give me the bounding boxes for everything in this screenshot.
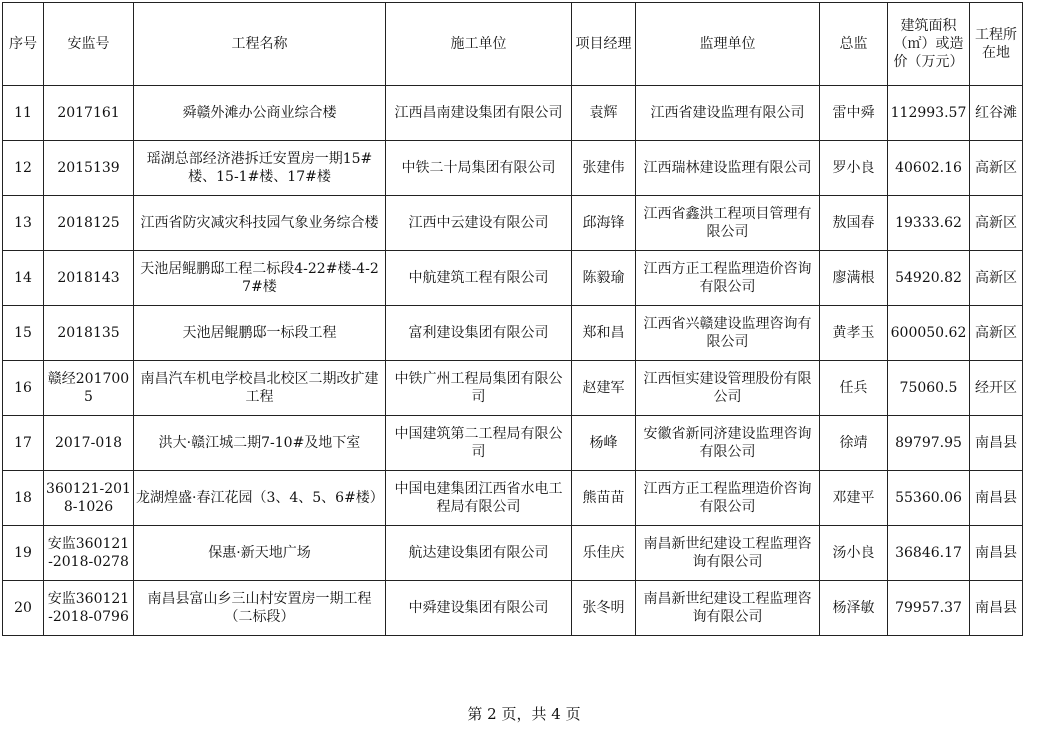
cell-contractor: 中铁二十局集团有限公司 bbox=[386, 141, 572, 196]
col-header-chief-supervisor: 总监 bbox=[820, 3, 888, 86]
table-row bbox=[3, 251, 1023, 306]
cell-location: 经开区 bbox=[970, 361, 1023, 416]
cell-location: 南昌县 bbox=[970, 526, 1023, 581]
cell-contractor: 中铁广州工程局集团有限公司 bbox=[386, 361, 572, 416]
cell-location: 高新区 bbox=[970, 306, 1023, 361]
cell-area: 40602.16 bbox=[888, 141, 970, 196]
cell-project-name: 南昌县富山乡三山村安置房一期工程（二标段） bbox=[134, 581, 386, 636]
cell-seq: 20 bbox=[3, 581, 44, 636]
col-header-manager: 项目经理 bbox=[572, 3, 636, 86]
cell-location: 高新区 bbox=[970, 251, 1023, 306]
cell-chief-supervisor: 廖满根 bbox=[820, 251, 888, 306]
cell-manager: 熊苗苗 bbox=[572, 471, 636, 526]
projects-table bbox=[2, 2, 1023, 636]
cell-seq: 16 bbox=[3, 361, 44, 416]
cell-safety-no: 2018135 bbox=[44, 306, 134, 361]
cell-project-name: 龙湖煌盛·春江花园（3、4、5、6#楼） bbox=[134, 471, 386, 526]
cell-supervisor-unit: 江西方正工程监理造价咨询有限公司 bbox=[636, 471, 820, 526]
cell-safety-no: 2017161 bbox=[44, 86, 134, 141]
cell-area: 54920.82 bbox=[888, 251, 970, 306]
cell-chief-supervisor: 黄孝玉 bbox=[820, 306, 888, 361]
cell-project-name: 洪大·赣江城二期7-10#及地下室 bbox=[134, 416, 386, 471]
cell-contractor: 中舜建设集团有限公司 bbox=[386, 581, 572, 636]
cell-safety-no: 2018125 bbox=[44, 196, 134, 251]
cell-chief-supervisor: 徐靖 bbox=[820, 416, 888, 471]
page-number: 第 2 页，共 4 页 bbox=[467, 705, 581, 723]
cell-area: 600050.62 bbox=[888, 306, 970, 361]
cell-supervisor-unit: 江西恒实建设管理股份有限公司 bbox=[636, 361, 820, 416]
cell-supervisor-unit: 江西省鑫洪工程项目管理有限公司 bbox=[636, 196, 820, 251]
cell-safety-no: 2017-018 bbox=[44, 416, 134, 471]
table-row bbox=[3, 526, 1023, 581]
table-row bbox=[3, 196, 1023, 251]
cell-supervisor-unit: 南昌新世纪建设工程监理咨询有限公司 bbox=[636, 581, 820, 636]
cell-seq: 12 bbox=[3, 141, 44, 196]
cell-manager: 杨峰 bbox=[572, 416, 636, 471]
table-row bbox=[3, 581, 1023, 636]
col-header-project-name: 工程名称 bbox=[134, 3, 386, 86]
cell-seq: 14 bbox=[3, 251, 44, 306]
col-header-contractor: 施工单位 bbox=[386, 3, 572, 86]
cell-supervisor-unit: 安徽省新同济建设监理咨询有限公司 bbox=[636, 416, 820, 471]
cell-manager: 陈毅瑜 bbox=[572, 251, 636, 306]
cell-manager: 郑和昌 bbox=[572, 306, 636, 361]
cell-manager: 邱海锋 bbox=[572, 196, 636, 251]
cell-chief-supervisor: 任兵 bbox=[820, 361, 888, 416]
col-header-safety-no: 安监号 bbox=[44, 3, 134, 86]
cell-supervisor-unit: 江西方正工程监理造价咨询有限公司 bbox=[636, 251, 820, 306]
cell-location: 南昌县 bbox=[970, 471, 1023, 526]
cell-project-name: 瑶湖总部经济港拆迁安置房一期15#楼、15-1#楼、17#楼 bbox=[134, 141, 386, 196]
table-row bbox=[3, 416, 1023, 471]
cell-contractor: 航达建设集团有限公司 bbox=[386, 526, 572, 581]
cell-project-name: 舜赣外滩办公商业综合楼 bbox=[134, 86, 386, 141]
cell-seq: 17 bbox=[3, 416, 44, 471]
cell-area: 79957.37 bbox=[888, 581, 970, 636]
cell-seq: 19 bbox=[3, 526, 44, 581]
cell-project-name: 天池居鲲鹏邸一标段工程 bbox=[134, 306, 386, 361]
table-row bbox=[3, 306, 1023, 361]
cell-safety-no: 360121-2018-1026 bbox=[44, 471, 134, 526]
cell-safety-no: 赣经2017005 bbox=[44, 361, 134, 416]
cell-area: 19333.62 bbox=[888, 196, 970, 251]
cell-safety-no: 安监360121-2018-0278 bbox=[44, 526, 134, 581]
table-row bbox=[3, 361, 1023, 416]
cell-area: 89797.95 bbox=[888, 416, 970, 471]
cell-chief-supervisor: 邓建平 bbox=[820, 471, 888, 526]
cell-location: 南昌县 bbox=[970, 416, 1023, 471]
cell-supervisor-unit: 南昌新世纪建设工程监理咨询有限公司 bbox=[636, 526, 820, 581]
cell-chief-supervisor: 杨泽敏 bbox=[820, 581, 888, 636]
cell-supervisor-unit: 江西省建设监理有限公司 bbox=[636, 86, 820, 141]
cell-chief-supervisor: 雷中舜 bbox=[820, 86, 888, 141]
table-body bbox=[3, 86, 1023, 636]
cell-contractor: 富利建设集团有限公司 bbox=[386, 306, 572, 361]
col-header-location: 工程所在地 bbox=[970, 3, 1023, 86]
cell-area: 36846.17 bbox=[888, 526, 970, 581]
cell-safety-no: 安监360121-2018-0796 bbox=[44, 581, 134, 636]
cell-contractor: 江西中云建设有限公司 bbox=[386, 196, 572, 251]
cell-project-name: 江西省防灾减灾科技园气象业务综合楼 bbox=[134, 196, 386, 251]
cell-area: 55360.06 bbox=[888, 471, 970, 526]
cell-contractor: 中国建筑第二工程局有限公司 bbox=[386, 416, 572, 471]
cell-location: 高新区 bbox=[970, 141, 1023, 196]
cell-manager: 赵建军 bbox=[572, 361, 636, 416]
cell-contractor: 中航建筑工程有限公司 bbox=[386, 251, 572, 306]
cell-project-name: 南昌汽车机电学校昌北校区二期改扩建工程 bbox=[134, 361, 386, 416]
cell-seq: 11 bbox=[3, 86, 44, 141]
cell-area: 112993.57 bbox=[888, 86, 970, 141]
cell-manager: 张冬明 bbox=[572, 581, 636, 636]
table-row bbox=[3, 471, 1023, 526]
cell-project-name: 天池居鲲鹏邸工程二标段4-22#楼-4-27#楼 bbox=[134, 251, 386, 306]
cell-contractor: 中国电建集团江西省水电工程局有限公司 bbox=[386, 471, 572, 526]
cell-location: 红谷滩 bbox=[970, 86, 1023, 141]
cell-seq: 13 bbox=[3, 196, 44, 251]
cell-location: 南昌县 bbox=[970, 581, 1023, 636]
col-header-seq: 序号 bbox=[3, 3, 44, 86]
cell-safety-no: 2015139 bbox=[44, 141, 134, 196]
cell-manager: 张建伟 bbox=[572, 141, 636, 196]
cell-supervisor-unit: 江西瑞林建设监理有限公司 bbox=[636, 141, 820, 196]
cell-manager: 袁辉 bbox=[572, 86, 636, 141]
cell-manager: 乐佳庆 bbox=[572, 526, 636, 581]
cell-safety-no: 2018143 bbox=[44, 251, 134, 306]
cell-chief-supervisor: 罗小良 bbox=[820, 141, 888, 196]
cell-seq: 15 bbox=[3, 306, 44, 361]
cell-location: 高新区 bbox=[970, 196, 1023, 251]
col-header-supervisor-unit: 监理单位 bbox=[636, 3, 820, 86]
cell-seq: 18 bbox=[3, 471, 44, 526]
cell-area: 75060.5 bbox=[888, 361, 970, 416]
cell-chief-supervisor: 敖国春 bbox=[820, 196, 888, 251]
table-row bbox=[3, 86, 1023, 141]
header-row bbox=[3, 3, 1023, 86]
cell-project-name: 保惠·新天地广场 bbox=[134, 526, 386, 581]
col-header-area: 建筑面积（㎡）或造价（万元） bbox=[888, 3, 970, 86]
cell-chief-supervisor: 汤小良 bbox=[820, 526, 888, 581]
cell-supervisor-unit: 江西省兴赣建设监理咨询有限公司 bbox=[636, 306, 820, 361]
cell-contractor: 江西昌南建设集团有限公司 bbox=[386, 86, 572, 141]
table-row bbox=[3, 141, 1023, 196]
